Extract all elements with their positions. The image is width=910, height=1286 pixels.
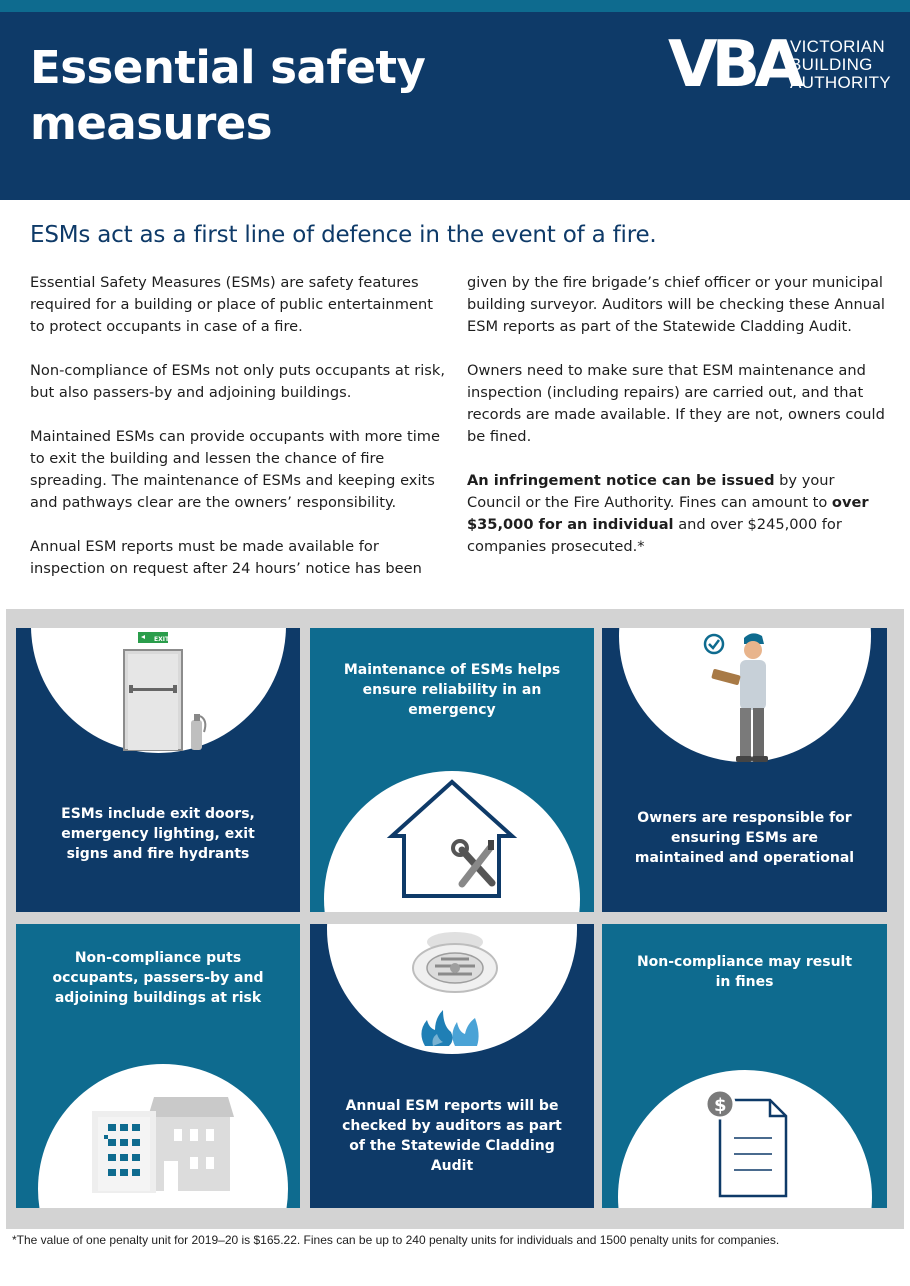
paragraph-1: Essential Safety Measures (ESMs) are safety features required for a building or place of public entertainment to protect occupants in case of a fire.: [30, 274, 433, 335]
footnote: *The value of one penalty unit for 2019–20 is $165.22. Fines can be up to 240 penalty units for individuals and 1500 penalty units for companies.: [12, 1233, 780, 1247]
paragraph-5: given by the fire brigade’s chief officer or your municipal building surveyor. Auditors will be checking these Annual ESM reports as part of the Statewide Cladding Audit.: [467, 274, 885, 335]
tile-owners: [602, 628, 887, 912]
tile-6-caption: Non-compliance may result in fines: [636, 954, 853, 990]
house-tools-icon: [382, 778, 522, 903]
tile-fines: [602, 924, 887, 1208]
paragraph-4: Annual ESM reports must be made available for inspection on request after 24 hours’ notice has been: [30, 538, 422, 577]
tile-3-caption: Owners are responsible for ensuring ESMs are maintained and operational: [634, 810, 855, 866]
tile-exit-doors: [16, 628, 300, 912]
logo-line-2: BUILDING: [790, 55, 873, 74]
paragraph-7: [467, 470, 887, 558]
title-line-2: measures: [30, 97, 273, 150]
exit-door-icon: [116, 632, 226, 752]
subheading: ESMs act as a first line of defence in the event of a fire.: [30, 222, 657, 248]
title-line-1: Essential safety: [30, 41, 426, 94]
tile-annual-reports: [310, 924, 594, 1208]
infographic-panel: [6, 609, 904, 1229]
paragraph-2: Non-compliance of ESMs not only puts occupants at risk, but also passers-by and adjoining buildings.: [30, 362, 445, 401]
inspector-person-icon: [700, 630, 780, 770]
logo-line-3: AUTHORITY: [790, 73, 891, 92]
body-column-right: [467, 272, 887, 580]
page-title: [30, 40, 550, 152]
logo-line-1: VICTORIAN: [790, 37, 885, 56]
body-column-left: [30, 272, 445, 602]
tile-1-caption: ESMs include exit doors, emergency lighting, exit signs and fire hydrants: [61, 806, 255, 862]
paragraph-3: Maintained ESMs can provide occupants with more time to exit the building and lessen the chance of fire spreading. The maintenance of ESMs and keeping exits and pathways clear are the owners’ responsibility.: [30, 428, 440, 511]
vba-logo-mark: VBA: [668, 28, 798, 98]
paragraph-6: Owners need to make sure that ESM maintenance and inspection (including repairs) are carried out, and that records are made available. If they are not, owners could be fined.: [467, 362, 885, 445]
tile-non-compliance-risk: [16, 924, 300, 1208]
smoke-alarm-fire-icon: [405, 928, 505, 1050]
fine-document-icon: [698, 1086, 798, 1201]
tile-4-caption: Non-compliance puts occupants, passers-by and adjoining buildings at risk: [52, 950, 264, 1006]
buildings-icon: [84, 1089, 244, 1194]
p7-text-1: by your Council or the Fire Authority. Fines can amount to: [467, 472, 835, 511]
dollar-icon: $: [714, 1095, 727, 1116]
logo-wordmark: [790, 38, 891, 92]
exit-sign-text: EXIT: [154, 636, 170, 643]
tile-5-caption: Annual ESM reports will be checked by auditors as part of the Statewide Cladding Audit: [342, 1098, 562, 1174]
top-accent-strip: [0, 0, 910, 12]
fine-amount-bold: over $35,000 for an individual: [467, 494, 869, 533]
tile-maintenance: [310, 628, 594, 912]
infringement-bold: An infringement notice can be issued: [467, 472, 775, 489]
p7-text-2: and over $245,000 for companies prosecuted.*: [467, 516, 842, 555]
tile-2-caption: Maintenance of ESMs helps ensure reliability in an emergency: [343, 662, 561, 718]
